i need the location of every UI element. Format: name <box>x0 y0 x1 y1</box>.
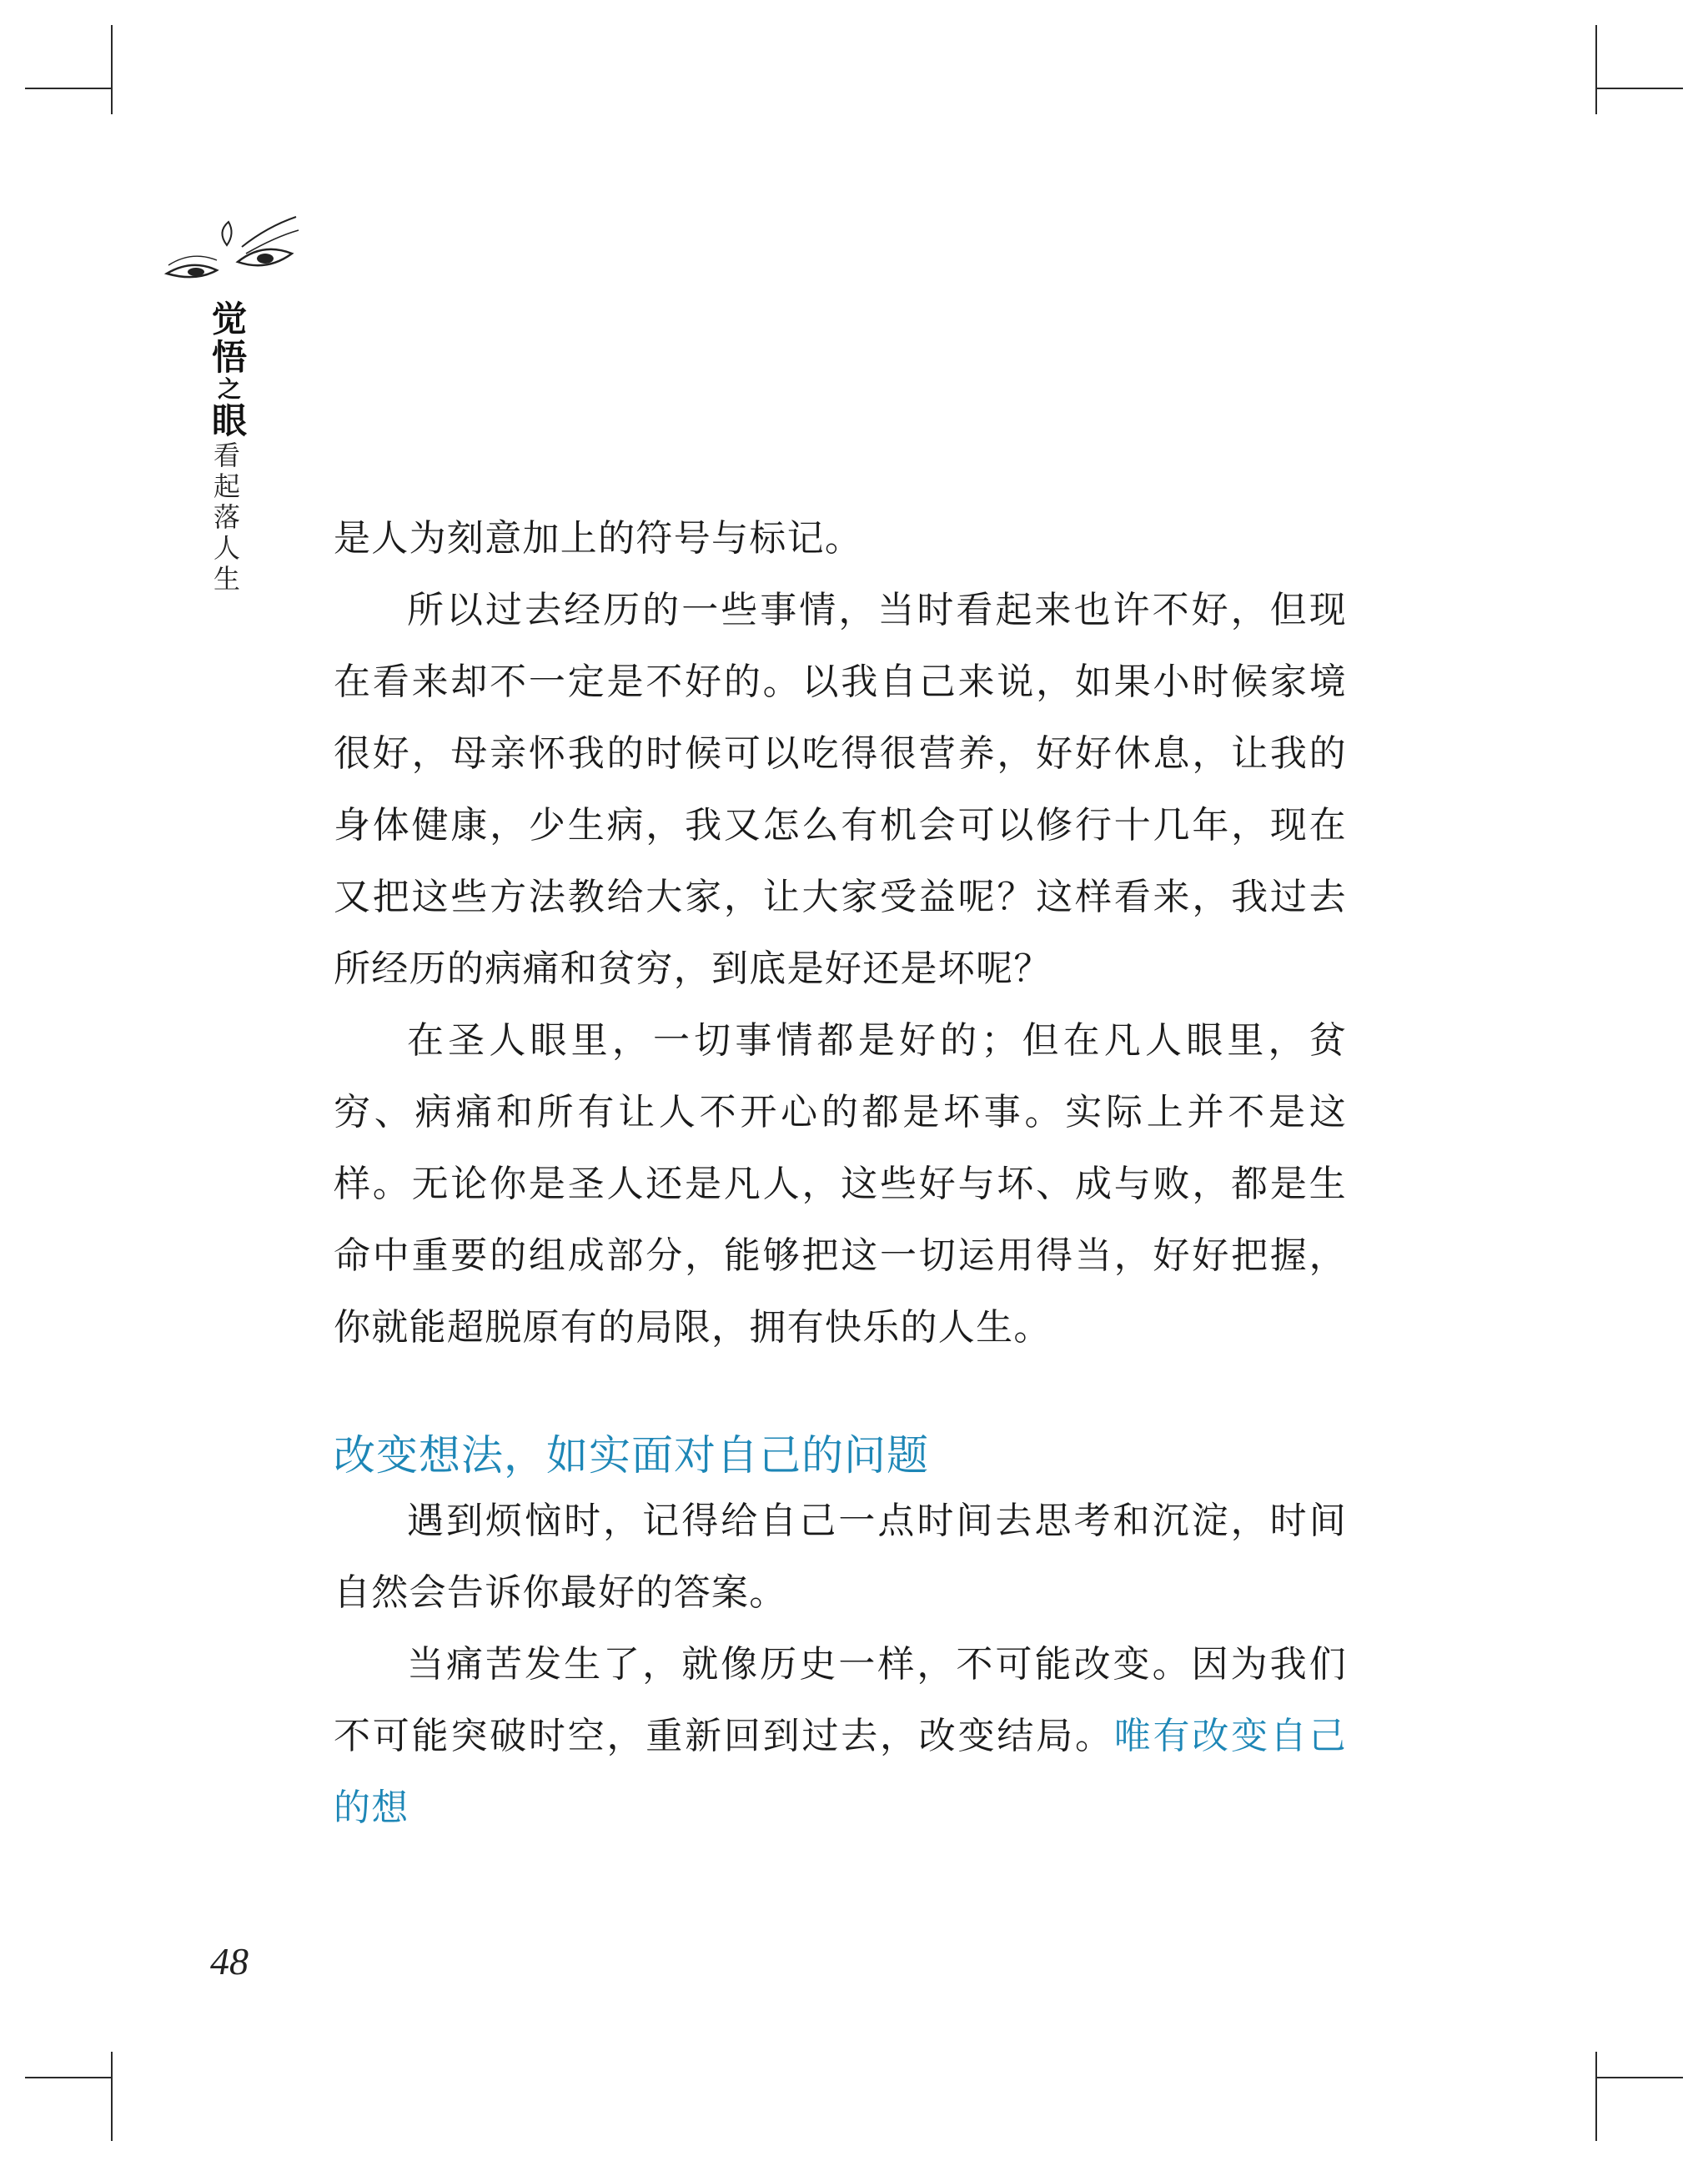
body-text <box>334 503 1347 1844</box>
highlighted-text: 唯有改变自己的想 <box>334 1715 1347 1829</box>
eyes-logo-icon <box>158 207 300 307</box>
book-subtitle-char: 落 <box>213 501 240 533</box>
book-title-char: 之 <box>217 375 241 403</box>
book-subtitle-char: 起 <box>213 470 240 502</box>
book-subtitle-char: 生 <box>213 563 240 595</box>
crop-mark <box>1595 88 1683 89</box>
section-heading: 改变想法，如实面对自己的问题 <box>334 1431 929 1480</box>
book-title-char: 悟 <box>211 337 247 378</box>
page-number: 48 <box>210 1940 249 1983</box>
crop-mark <box>1595 25 1597 114</box>
book-subtitle <box>210 440 244 595</box>
crop-mark <box>25 88 113 89</box>
paragraph-text: 当痛苦发生了，就像历史一样，不可能改变。因为我们不可能突破时空，重新回到过去，改变结局。 <box>334 1643 1347 1757</box>
book-title <box>206 300 253 440</box>
paragraph: 所以过去经历的一些事情，当时看起来也许不好，但现在看来却不一定是不好的。以我自己来说，如果小时候家境很好，母亲怀我的时候可以吃得很营养，好好休息，让我的身体健康，少生病，我又怎么有机会可以修行十几年，现在又把这些方法教给大家，让大家受益呢？这样看来，我过去所经历的病痛和贫穷，到底是好还是坏呢？ <box>334 589 1347 990</box>
crop-mark <box>1595 2052 1597 2141</box>
paragraph <box>334 1629 1347 1844</box>
crop-mark <box>111 2052 113 2141</box>
crop-mark <box>111 25 113 114</box>
paragraph: 遇到烦恼时，记得给自己一点时间去思考和沉淀，时间自然会告诉你最好的答案。 <box>334 1500 1347 1614</box>
book-subtitle-char: 人 <box>213 532 240 564</box>
crop-mark <box>25 2077 113 2078</box>
book-title-char: 觉 <box>211 299 247 339</box>
crop-mark <box>1595 2077 1683 2078</box>
paragraph: 是人为刻意加上的符号与标记。 <box>334 517 863 560</box>
book-subtitle-char: 看 <box>213 440 240 471</box>
book-title-char: 眼 <box>211 400 247 441</box>
paragraph: 在圣人眼里，一切事情都是好的；但在凡人眼里，贫穷、病痛和所有让人不开心的都是坏事。实际上并不是这样。无论你是圣人还是凡人，这些好与坏、成与败，都是生命中重要的组成部分，能够把这一切运用得当，好好把握，你就能超脱原有的局限，拥有快乐的人生。 <box>334 1019 1347 1349</box>
